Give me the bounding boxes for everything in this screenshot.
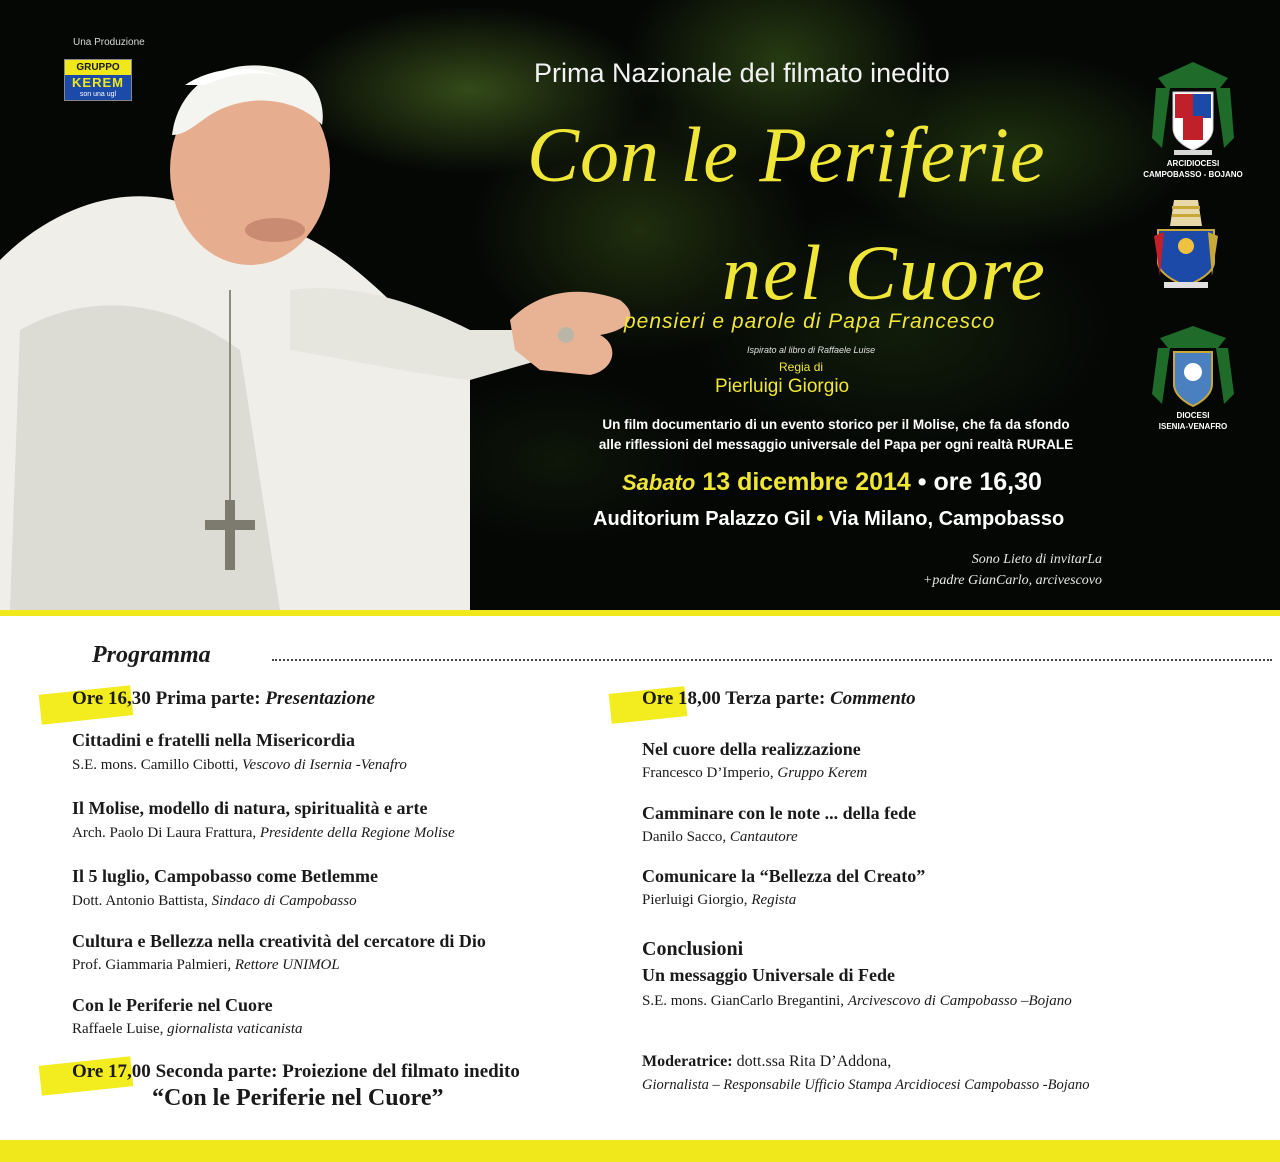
list-item-title: Cultura e Bellezza nella creatività del cercatore di Dio	[72, 931, 486, 951]
part1-name: Presentazione	[265, 688, 376, 709]
moderator-role-text: Giornalista – Responsabile Ufficio Stampa Arcidiocesi Campobasso -Bojano	[642, 1077, 1090, 1093]
conclusion-heading: Conclusioni	[642, 938, 744, 960]
date-number: 13 dicembre	[702, 468, 849, 496]
papal-coat-of-arms-icon	[1150, 196, 1222, 292]
directed-by-label: Regia di	[779, 360, 824, 374]
moderator-role	[642, 1077, 1089, 1094]
part1-time: Ore 16,30	[72, 688, 151, 709]
part2-heading	[72, 1061, 520, 1083]
diocese-crest-icon	[1150, 322, 1236, 414]
film-subtitle: pensieri e parole di Papa Francesco	[624, 310, 996, 333]
list-item-title: Cittadini e fratelli nella Misericordia	[72, 730, 355, 750]
archdiocese-crest-icon	[1148, 58, 1238, 158]
list-item-title: Camminare con le note ... della fede	[642, 803, 917, 823]
part2-film-title: “Con le Periferie nel Cuore”	[152, 1085, 444, 1111]
part3-name: Commento	[830, 688, 916, 709]
list-item-speaker	[72, 825, 455, 842]
part2-label: Seconda parte: Proiezione del filmato inedito	[155, 1061, 520, 1082]
speaker-role: Sindaco di Campobasso	[211, 893, 357, 909]
date-day: Sabato	[622, 470, 696, 495]
list-item-speaker	[642, 829, 798, 846]
date-time: • ore 16,30	[917, 468, 1042, 496]
invite-line1: Sono Lieto di invitarLa	[971, 552, 1102, 567]
list-item-speaker	[72, 893, 357, 910]
archdiocese-label-line2: CAMPOBASSO - BOJANO	[1143, 170, 1243, 179]
logo-line2: KEREM	[72, 75, 124, 90]
production-label: Una Produzione	[73, 37, 145, 48]
venue-place: Auditorium Palazzo Gil	[593, 508, 811, 530]
speaker-role: Gruppo Kerem	[777, 765, 868, 781]
description-line1: Un film documentario di un evento storico per il Molise, che fa da sfondo	[602, 417, 1070, 432]
white-divider	[0, 616, 1280, 630]
logo-line1: GRUPPO	[76, 62, 120, 73]
venue-address: Via Milano, Campobasso	[828, 508, 1065, 530]
description-line2: alle riflessioni del messaggio universale del Papa per ogni realtà RURALE	[598, 437, 1074, 452]
bottom-yellow-stripe	[0, 1140, 1280, 1162]
speaker-role: Cantautore	[729, 829, 798, 845]
film-description	[566, 415, 1106, 455]
film-title-line1: Con le Periferie	[527, 111, 1046, 198]
part1-heading	[72, 688, 375, 710]
director-name: Pierluigi Giorgio	[715, 376, 850, 397]
part1-label: Prima parte:	[155, 688, 261, 709]
speaker-name: Arch. Paolo Di Laura Frattura,	[72, 825, 257, 841]
film-title-line2: nel Cuore	[722, 229, 1047, 316]
premiere-heading: Prima Nazionale del filmato inedito	[534, 58, 950, 88]
part3-time: Ore 18,00	[642, 688, 721, 709]
list-item-speaker	[642, 892, 796, 909]
invite-line2: +padre GianCarlo, arcivescovo	[922, 573, 1102, 588]
speaker-role: Regista	[751, 892, 797, 908]
conclusion-title: Un messaggio Universale di Fede	[642, 965, 895, 985]
speaker-role: Vescovo di Isernia -Venafro	[242, 757, 407, 773]
speaker-name: Prof. Giammaria Palmieri,	[72, 957, 232, 973]
moderator-label: Moderatrice:	[642, 1053, 733, 1070]
speaker-name: S.E. mons. Camillo Cibotti,	[72, 757, 239, 773]
list-item-title: Nel cuore della realizzazione	[642, 739, 861, 759]
speaker-role: Arcivescovo di Campobasso –Bojano	[847, 993, 1072, 1009]
event-venue	[593, 508, 1093, 531]
speaker-name: Pierluigi Giorgio,	[642, 892, 748, 908]
list-item-speaker	[72, 1021, 303, 1038]
list-item-title: Il 5 luglio, Campobasso come Betlemme	[72, 866, 378, 886]
archdiocese-label	[1128, 158, 1258, 180]
gruppo-kerem-logo	[64, 59, 132, 101]
list-item-title: Il Molise, modello di natura, spiritualità e arte	[72, 798, 428, 818]
list-item-speaker	[72, 757, 407, 774]
moderator-line	[642, 1053, 891, 1071]
list-item-title: Con le Periferie nel Cuore	[72, 995, 273, 1015]
event-date	[622, 468, 1092, 497]
list-item-speaker	[642, 765, 867, 782]
venue-separator: •	[816, 508, 824, 530]
list-item-speaker	[72, 957, 340, 974]
date-year: 2014	[855, 468, 911, 496]
conclusion-speaker	[642, 993, 1072, 1010]
part3-label: Terza parte:	[725, 688, 826, 709]
programma-heading: Programma	[92, 642, 211, 668]
part2-time: Ore 17,00	[72, 1061, 151, 1082]
list-item-title: Comunicare la “Bellezza del Creato”	[642, 866, 926, 886]
inspired-by: Ispirato al libro di Raffaele Luise	[747, 345, 876, 355]
archdiocese-label-line1: ARCIDIOCESI	[1166, 159, 1220, 168]
speaker-role: Presidente della Regione Molise	[259, 825, 455, 841]
diocese-label-line2: ISENIA-VENAFRO	[1158, 422, 1228, 431]
speaker-name: Raffaele Luise,	[72, 1021, 164, 1037]
dotted-rule	[272, 659, 1272, 661]
speaker-role: giornalista vaticanista	[167, 1021, 303, 1037]
part3-heading	[642, 688, 916, 710]
moderator-name: dott.ssa Rita D’Addona,	[732, 1053, 892, 1070]
invitation-signature	[880, 549, 1102, 591]
diocese-label	[1128, 410, 1258, 432]
speaker-name: S.E. mons. GianCarlo Bregantini,	[642, 993, 845, 1009]
speaker-role: Rettore UNIMOL	[234, 957, 340, 973]
diocese-label-line1: DIOCESI	[1176, 411, 1210, 420]
speaker-name: Francesco D’Imperio,	[642, 765, 774, 781]
logo-line3: son una ugl	[79, 91, 117, 98]
speaker-name: Dott. Antonio Battista,	[72, 893, 208, 909]
speaker-name: Danilo Sacco,	[642, 829, 727, 845]
